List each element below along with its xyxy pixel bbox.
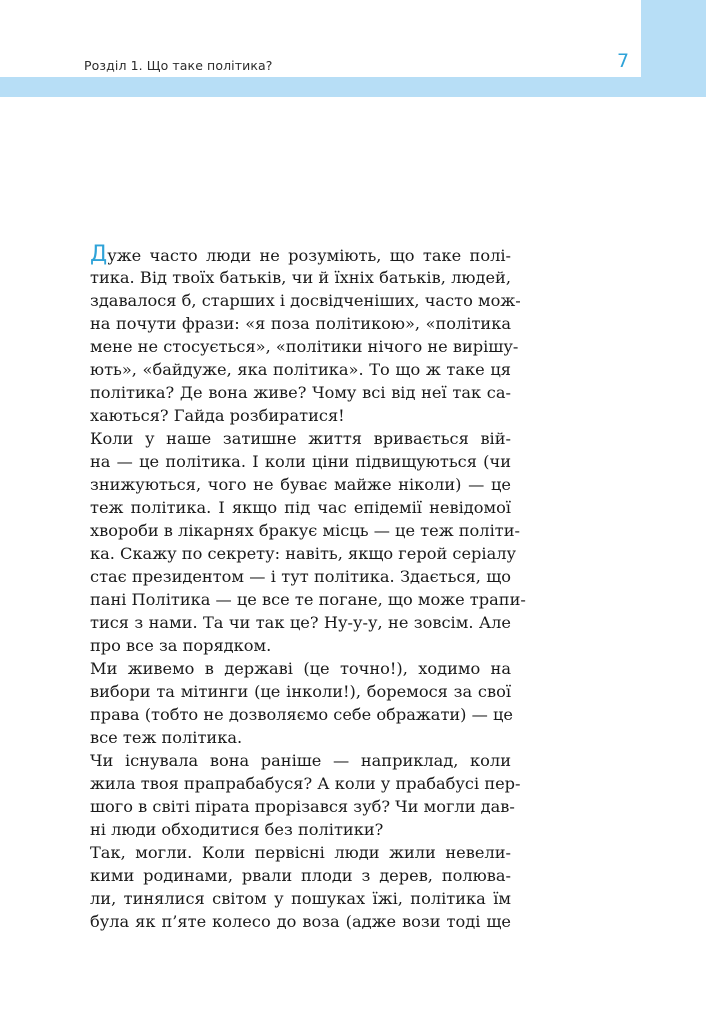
body-line: хаються? Гайда розбиратися! <box>90 406 345 425</box>
body-line: тика. Від твоїх батьків, чи й їхніх батьків, людей, <box>90 268 511 287</box>
running-head: Розділ 1. Що таке політика? <box>84 58 273 73</box>
body-line: Так, могли. Коли первісні люди жили невели- <box>90 843 511 862</box>
body-line: на — це політика. І коли ціни підвищуються (чи <box>90 452 511 471</box>
body-line: мене не стосується», «політики нічого не вирішу- <box>90 337 519 356</box>
body-line: здавалося б, старших і досвідченіших, часто мож- <box>90 291 521 310</box>
body-line: пані Політика — це все те погане, що може трапи- <box>90 590 526 609</box>
body-line: теж політика. І якщо під час епідемії невідомої <box>90 498 511 517</box>
drop-cap: Д <box>90 242 108 267</box>
body-line: жила твоя прапрабабуся? А коли у прабабусі пер- <box>90 774 521 793</box>
body-line: ють», «байдуже, яка політика». То що ж таке ця <box>90 360 511 379</box>
body-line: політика? Де вона живе? Чому всі від неї так са- <box>90 383 511 402</box>
page-number-tab <box>641 0 706 97</box>
body-line: ні люди обходитися без політики? <box>90 820 384 839</box>
body-line: стає президентом — і тут політика. Здається, що <box>90 567 511 586</box>
body-line: Ми живемо в державі (це точно!), ходимо на <box>90 659 511 678</box>
body-line: на почути фрази: «я поза політикою», «політика <box>90 314 511 333</box>
body-line: вибори та мітинги (це інколи!), боремося за свої <box>90 682 511 701</box>
body-line: Чи існувала вона раніше — наприклад, коли <box>90 751 511 770</box>
body-line: тися з нами. Та чи так це? Ну-у-у, не зовсім. Але <box>90 613 511 632</box>
body-line: кими родинами, рвали плоди з дерев, полюва- <box>90 866 511 885</box>
header-band <box>0 77 641 97</box>
body-line: шого в світі пірата прорізався зуб? Чи могли дав- <box>90 797 515 816</box>
body-text <box>90 242 526 933</box>
page-number: 7 <box>617 50 630 72</box>
body-line: знижуються, чого не буває майже ніколи) — це <box>90 475 511 494</box>
body-line: ка. Скажу по секрету: навіть, якщо герой серіалу <box>90 544 517 563</box>
body-line: хвороби в лікарнях бракує місць — це теж політи- <box>90 521 520 540</box>
body-line: про все за порядком. <box>90 636 272 655</box>
body-line: була як п’яте колесо до воза (адже вози тоді ще <box>90 912 511 931</box>
body-line: все теж політика. <box>90 728 243 747</box>
body-line: ли, тинялися світом у пошуках їжі, політика їм <box>90 889 511 908</box>
body-line: права (тобто не дозволяємо себе ображати) — це <box>90 705 513 724</box>
body-line <box>90 243 511 266</box>
body-line: Коли у наше затишне життя вривається вій- <box>90 429 511 448</box>
first-line-text: уже часто люди не розуміють, що таке полі- <box>107 246 511 265</box>
